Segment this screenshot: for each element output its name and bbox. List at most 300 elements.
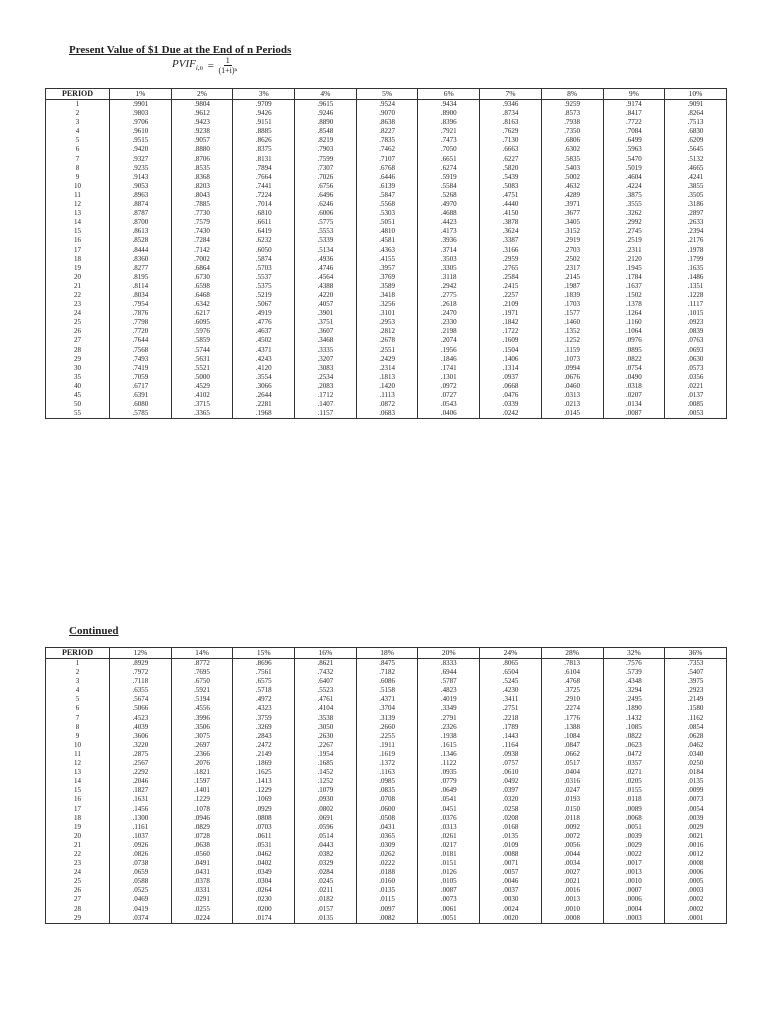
- period-cell: 22: [46, 850, 110, 859]
- pv-factor-cell: .7224: [233, 191, 295, 200]
- pv-factor-cell: .5739: [603, 668, 665, 677]
- pv-factor-cell: .1163: [356, 768, 418, 777]
- pv-factor-cell: .0029: [603, 841, 665, 850]
- pv-factor-cell: .7798: [110, 318, 172, 327]
- pv-factor-cell: .2149: [665, 695, 727, 704]
- pv-factor-cell: .0357: [603, 759, 665, 768]
- pv-factor-cell: .0946: [171, 814, 233, 823]
- pv-factor-cell: .6006: [295, 209, 357, 218]
- pv-factor-cell: .0012: [665, 850, 727, 859]
- formula-lhs: $PVIF_{i,n}$: [172, 58, 204, 73]
- pv-factor-cell: .8621: [295, 659, 357, 669]
- pv-factor-cell: .2618: [418, 300, 480, 309]
- period-cell: 23: [46, 859, 110, 868]
- pv-factor-cell: .5470: [603, 155, 665, 164]
- table-row: [46, 155, 727, 164]
- pv-factor-cell: .7513: [665, 118, 727, 127]
- pv-factor-cell: .3256: [356, 300, 418, 309]
- pv-factor-cell: .0985: [356, 777, 418, 786]
- pv-factor-cell: .8444: [110, 246, 172, 255]
- period-cell: 22: [46, 291, 110, 300]
- pv-factor-cell: .7938: [541, 118, 603, 127]
- pv-factor-cell: .9053: [110, 182, 172, 191]
- period-cell: 21: [46, 282, 110, 291]
- pv-factor-cell: .0541: [418, 795, 480, 804]
- period-cell: 9: [46, 173, 110, 182]
- pv-factor-cell: .7730: [171, 209, 233, 218]
- pv-factor-cell: .2923: [665, 686, 727, 695]
- pv-factor-cell: .0182: [295, 895, 357, 904]
- period-cell: 29: [46, 355, 110, 364]
- pv-factor-cell: .0397: [480, 786, 542, 795]
- pv-factor-cell: .0087: [418, 886, 480, 895]
- pv-factor-cell: .0514: [295, 832, 357, 841]
- pv-factor-cell: .0174: [233, 914, 295, 924]
- pv-factor-cell: .7462: [356, 145, 418, 154]
- pv-factor-cell: .0623: [603, 741, 665, 750]
- pv-factor-cell: .4751: [480, 191, 542, 200]
- pv-factor-cell: .5523: [295, 686, 357, 695]
- pv-factor-cell: .0211: [295, 886, 357, 895]
- pv-factor-cell: .1813: [356, 373, 418, 382]
- pv-factor-cell: .0002: [665, 895, 727, 904]
- pv-factor-cell: .8131: [233, 155, 295, 164]
- pv-factor-cell: .6104: [541, 668, 603, 677]
- pv-factor-cell: .8885: [233, 127, 295, 136]
- pv-factor-cell: .8638: [356, 118, 418, 127]
- pv-factor-cell: .1703: [541, 300, 603, 309]
- pv-factor-cell: .0030: [480, 895, 542, 904]
- pv-factor-cell: .8163: [480, 118, 542, 127]
- pv-factor-cell: .1637: [603, 282, 665, 291]
- pv-factor-cell: .8360: [110, 255, 172, 264]
- pv-factor-cell: .3335: [295, 346, 357, 355]
- pv-factor-cell: .0010: [603, 877, 665, 886]
- table-row: [46, 732, 727, 741]
- pv-factor-cell: .1869: [233, 759, 295, 768]
- pv-factor-cell: .0659: [110, 868, 172, 877]
- pv-factor-cell: .0200: [233, 905, 295, 914]
- pv-factor-cell: .0600: [356, 805, 418, 814]
- table-row: [46, 723, 727, 732]
- rate-header: 1%: [110, 89, 172, 100]
- pv-factor-cell: .2470: [418, 309, 480, 318]
- pv-factor-cell: .1784: [603, 273, 665, 282]
- pv-factor-cell: .7059: [110, 373, 172, 382]
- pv-factor-cell: .4155: [356, 255, 418, 264]
- pv-factor-cell: .9612: [171, 109, 233, 118]
- pv-factor-cell: .0207: [603, 391, 665, 400]
- pv-factor-cell: .7722: [603, 118, 665, 127]
- pv-factor-cell: .6864: [171, 264, 233, 273]
- pv-factor-cell: .4102: [171, 391, 233, 400]
- pv-factor-cell: .0105: [418, 877, 480, 886]
- period-cell: 18: [46, 814, 110, 823]
- pv-factor-cell: .3387: [480, 236, 542, 245]
- rate-header: 6%: [418, 89, 480, 100]
- table-row: [46, 100, 727, 110]
- pv-factor-cell: .3624: [480, 227, 542, 236]
- pv-factor-cell: .0016: [541, 886, 603, 895]
- table-row: [46, 805, 727, 814]
- pv-factor-cell: .0738: [110, 859, 172, 868]
- pv-factor-cell: .1079: [295, 786, 357, 795]
- pv-factor-cell: .3996: [171, 714, 233, 723]
- pv-factor-cell: .8880: [171, 145, 233, 154]
- pv-factor-cell: .0443: [295, 841, 357, 850]
- pv-factor-cell: .2765: [480, 264, 542, 273]
- pv-factor-cell: .1502: [603, 291, 665, 300]
- pv-factor-cell: .1413: [233, 777, 295, 786]
- pv-factor-cell: .9259: [541, 100, 603, 110]
- pv-factor-cell: .1388: [541, 723, 603, 732]
- pv-factor-cell: .0329: [295, 859, 357, 868]
- pv-factor-cell: .3050: [295, 723, 357, 732]
- pv-factor-cell: .2660: [356, 723, 418, 732]
- pv-factor-cell: .2145: [541, 273, 603, 282]
- pv-factor-cell: .1314: [480, 364, 542, 373]
- pv-factor-cell: .2109: [480, 300, 542, 309]
- pv-factor-cell: .1685: [295, 759, 357, 768]
- pv-factor-cell: .3677: [541, 209, 603, 218]
- pv-factor-cell: .8227: [356, 127, 418, 136]
- pv-factor-cell: .2697: [171, 741, 233, 750]
- pv-factor-cell: .1264: [603, 309, 665, 318]
- pv-factor-cell: .5051: [356, 218, 418, 227]
- pv-factor-cell: .7664: [233, 173, 295, 182]
- period-cell: 13: [46, 768, 110, 777]
- pv-factor-cell: .0926: [110, 841, 172, 850]
- pv-factor-cell: .5718: [233, 686, 295, 695]
- pv-factor-cell: .7599: [295, 155, 357, 164]
- pv-factor-cell: .4776: [233, 318, 295, 327]
- pv-factor-cell: .4761: [295, 695, 357, 704]
- pv-factor-cell: .2843: [233, 732, 295, 741]
- pv-factor-cell: .2567: [110, 759, 172, 768]
- period-cell: 8: [46, 164, 110, 173]
- table-row: [46, 209, 727, 218]
- pv-factor-cell: .0054: [665, 805, 727, 814]
- table-row: [46, 668, 727, 677]
- header-row: [46, 648, 727, 659]
- period-cell: 1: [46, 659, 110, 669]
- period-cell: 29: [46, 914, 110, 924]
- pv-factor-cell: .2959: [480, 255, 542, 264]
- pv-factor-cell: .0013: [603, 868, 665, 877]
- pv-factor-cell: .5775: [295, 218, 357, 227]
- pv-factor-cell: .7084: [603, 127, 665, 136]
- pv-factor-cell: .0596: [295, 823, 357, 832]
- pv-factor-cell: .3118: [418, 273, 480, 282]
- pv-factor-cell: .1432: [603, 714, 665, 723]
- pv-factor-cell: .0313: [541, 391, 603, 400]
- table-row: [46, 227, 727, 236]
- pv-factor-cell: .6717: [110, 382, 172, 391]
- table-row: [46, 677, 727, 686]
- pv-factor-cell: .6355: [110, 686, 172, 695]
- pv-factor-cell: .5521: [171, 364, 233, 373]
- period-cell: 18: [46, 255, 110, 264]
- table-row: [46, 877, 727, 886]
- pv-factor-cell: .4529: [171, 382, 233, 391]
- period-cell: 27: [46, 895, 110, 904]
- pv-factor-cell: .0020: [480, 914, 542, 924]
- pv-factor-cell: .6830: [665, 127, 727, 136]
- pv-factor-cell: .8475: [356, 659, 418, 669]
- pv-factor-cell: .6611: [233, 218, 295, 227]
- pv-factor-cell: .0051: [418, 914, 480, 924]
- pv-factor-cell: .3083: [295, 364, 357, 373]
- pv-factor-cell: .5703: [233, 264, 295, 273]
- pv-factor-cell: .0007: [603, 886, 665, 895]
- pv-factor-cell: .0068: [603, 814, 665, 823]
- period-cell: 20: [46, 273, 110, 282]
- period-cell: 45: [46, 391, 110, 400]
- pv-factor-cell: .7130: [480, 136, 542, 145]
- pv-factor-cell: .3589: [356, 282, 418, 291]
- pv-factor-cell: .6139: [356, 182, 418, 191]
- table-row: [46, 409, 727, 419]
- pv-factor-cell: .9346: [480, 100, 542, 110]
- pv-factor-cell: .5553: [295, 227, 357, 236]
- table-row: [46, 714, 727, 723]
- pv-factor-cell: .2745: [603, 227, 665, 236]
- rate-header: 20%: [418, 648, 480, 659]
- pv-factor-cell: .3714: [418, 246, 480, 255]
- pv-factor-cell: .0560: [171, 850, 233, 859]
- period-cell: 6: [46, 145, 110, 154]
- pv-factor-cell: .5785: [110, 409, 172, 419]
- pv-factor-cell: .0929: [233, 805, 295, 814]
- table-row: [46, 191, 727, 200]
- pv-factor-cell: .0406: [418, 409, 480, 419]
- pvif-formula: [172, 56, 237, 75]
- pv-factor-cell: .4665: [665, 164, 727, 173]
- pv-factor-cell: .0193: [541, 795, 603, 804]
- table-row: [46, 750, 727, 759]
- table-row: [46, 905, 727, 914]
- pv-factor-cell: .0027: [541, 868, 603, 877]
- pv-factor-cell: .4241: [665, 173, 727, 182]
- pv-factor-cell: .5132: [665, 155, 727, 164]
- pv-factor-cell: .1161: [110, 823, 172, 832]
- pv-factor-cell: .4363: [356, 246, 418, 255]
- pv-factor-cell: .4564: [295, 273, 357, 282]
- pv-factor-cell: .5963: [603, 145, 665, 154]
- pv-factor-cell: .0728: [171, 832, 233, 841]
- pv-factor-cell: .0135: [480, 832, 542, 841]
- pv-factor-cell: .5568: [356, 200, 418, 209]
- pv-factor-cell: .0005: [665, 877, 727, 886]
- pv-factor-cell: .8219: [295, 136, 357, 145]
- pv-factor-cell: .0284: [295, 868, 357, 877]
- period-cell: 10: [46, 182, 110, 191]
- table-row: [46, 318, 727, 327]
- table-row: [46, 823, 727, 832]
- pv-factor-cell: .4120: [233, 364, 295, 373]
- pv-factor-cell: .5976: [171, 327, 233, 336]
- pv-factor-cell: .0006: [603, 895, 665, 904]
- pv-factor-cell: .0056: [541, 841, 603, 850]
- pv-factor-cell: .6496: [295, 191, 357, 200]
- pv-factor-cell: .2633: [665, 218, 727, 227]
- pv-factor-cell: .5645: [665, 145, 727, 154]
- pv-factor-cell: .1842: [480, 318, 542, 327]
- pv-factor-cell: .0976: [603, 336, 665, 345]
- period-cell: 19: [46, 823, 110, 832]
- period-cell: 5: [46, 695, 110, 704]
- pv-factor-cell: .1456: [110, 805, 172, 814]
- pv-factor-cell: .2176: [665, 236, 727, 245]
- pv-factor-cell: .0261: [418, 832, 480, 841]
- header-row: [46, 89, 727, 100]
- period-cell: 11: [46, 191, 110, 200]
- pv-factor-cell: .3468: [295, 336, 357, 345]
- pv-factor-cell: .6810: [233, 209, 295, 218]
- pv-factor-cell: .1229: [171, 795, 233, 804]
- table-row: [46, 850, 727, 859]
- table-row: [46, 814, 727, 823]
- period-cell: 17: [46, 805, 110, 814]
- pv-factor-cell: .0046: [480, 877, 542, 886]
- pv-factor-cell: .0051: [603, 823, 665, 832]
- pv-factor-cell: .3207: [295, 355, 357, 364]
- pv-factor-cell: .6232: [233, 236, 295, 245]
- pv-factor-cell: .9615: [295, 100, 357, 110]
- pv-factor-cell: .9327: [110, 155, 172, 164]
- pv-factor-cell: .5000: [171, 373, 233, 382]
- rate-header: 24%: [480, 648, 542, 659]
- pv-factor-cell: .0703: [233, 823, 295, 832]
- pv-factor-cell: .8043: [171, 191, 233, 200]
- table-row: [46, 686, 727, 695]
- pv-factor-cell: .0118: [603, 795, 665, 804]
- table-row: [46, 768, 727, 777]
- pv-factor-cell: .5874: [233, 255, 295, 264]
- table-row: [46, 346, 727, 355]
- pv-factor-cell: .0072: [541, 832, 603, 841]
- pv-factor-cell: .6756: [295, 182, 357, 191]
- pv-factor-cell: .8696: [233, 659, 295, 669]
- pv-factor-cell: .2083: [295, 382, 357, 391]
- pv-factor-cell: .1846: [418, 355, 480, 364]
- formula-denominator: (1+i)ⁿ: [218, 66, 238, 75]
- period-cell: 4: [46, 686, 110, 695]
- pv-factor-cell: .0727: [418, 391, 480, 400]
- pv-factor-cell: .2415: [480, 282, 542, 291]
- pv-factor-cell: .6246: [295, 200, 357, 209]
- pv-factor-cell: .0188: [356, 868, 418, 877]
- pv-factor-cell: .7644: [110, 336, 172, 345]
- table-row: [46, 236, 727, 245]
- pv-factor-cell: .8203: [171, 182, 233, 191]
- period-cell: 13: [46, 209, 110, 218]
- pv-factor-cell: .0630: [665, 355, 727, 364]
- pv-factor-cell: .5631: [171, 355, 233, 364]
- pv-factor-cell: .0002: [665, 905, 727, 914]
- pv-factor-cell: .0088: [480, 850, 542, 859]
- pv-factor-cell: .3555: [603, 200, 665, 209]
- pv-factor-cell: .0462: [233, 850, 295, 859]
- rate-header: 14%: [171, 648, 233, 659]
- pv-factor-cell: .0222: [356, 859, 418, 868]
- pv-factor-cell: .0118: [541, 814, 603, 823]
- pv-factor-cell: .1486: [665, 273, 727, 282]
- pv-factor-cell: .0972: [418, 382, 480, 391]
- pv-factor-cell: .0339: [480, 400, 542, 409]
- period-cell: 40: [46, 382, 110, 391]
- pv-factor-cell: .4039: [110, 723, 172, 732]
- pv-factor-cell: .8548: [295, 127, 357, 136]
- pv-factor-cell: .7972: [110, 668, 172, 677]
- pv-factor-cell: .1776: [541, 714, 603, 723]
- pv-factor-cell: .3269: [233, 723, 295, 732]
- pv-factor-cell: .0320: [480, 795, 542, 804]
- pv-factor-cell: .3704: [356, 704, 418, 713]
- pv-factor-cell: .3075: [171, 732, 233, 741]
- pv-factor-cell: .1452: [295, 768, 357, 777]
- period-cell: 14: [46, 218, 110, 227]
- table-row: [46, 336, 727, 345]
- formula-numerator: 1: [225, 56, 230, 65]
- pv-factor-cell: .0638: [171, 841, 233, 850]
- period-header: PERIOD: [46, 89, 110, 100]
- pv-factor-cell: .1625: [233, 768, 295, 777]
- pv-factor-cell: .3365: [171, 409, 233, 419]
- pv-factor-cell: .4150: [480, 209, 542, 218]
- table-row: [46, 759, 727, 768]
- pv-factor-cell: .0472: [603, 750, 665, 759]
- pv-factor-cell: .0994: [541, 364, 603, 373]
- pv-factor-cell: .7885: [171, 200, 233, 209]
- pv-factor-cell: .5083: [480, 182, 542, 191]
- pv-factor-cell: .3411: [480, 695, 542, 704]
- pv-factor-cell: .1229: [233, 786, 295, 795]
- table-row: [46, 182, 727, 191]
- pv-factor-cell: .1938: [418, 732, 480, 741]
- pv-factor-cell: .0135: [356, 886, 418, 895]
- pv-factor-cell: .5002: [541, 173, 603, 182]
- page-title: Present Value of $1 Due at the End of n Periods: [69, 44, 292, 56]
- pv-factor-cell: .1252: [541, 336, 603, 345]
- pv-factor-cell: .1085: [603, 723, 665, 732]
- pv-factor-cell: .8114: [110, 282, 172, 291]
- period-cell: 1: [46, 100, 110, 110]
- pv-factor-cell: .3186: [665, 200, 727, 209]
- pv-factor-cell: .7118: [110, 677, 172, 686]
- pv-factor-cell: .3936: [418, 236, 480, 245]
- pv-factor-cell: .9804: [171, 100, 233, 110]
- pv-factor-cell: .1460: [541, 318, 603, 327]
- pv-factor-cell: .2519: [603, 236, 665, 245]
- table-row: [46, 832, 727, 841]
- pv-factor-cell: .3901: [295, 309, 357, 318]
- pv-factor-cell: .6468: [171, 291, 233, 300]
- period-cell: 27: [46, 336, 110, 345]
- pv-factor-cell: .5268: [418, 191, 480, 200]
- pv-factor-cell: .0763: [665, 336, 727, 345]
- pv-factor-cell: .3607: [295, 327, 357, 336]
- table-row: [46, 777, 727, 786]
- pv-factor-cell: .4057: [295, 300, 357, 309]
- formula-equals: =: [207, 59, 215, 72]
- pv-factor-cell: .6407: [295, 677, 357, 686]
- pv-factor-cell: .0029: [665, 823, 727, 832]
- pv-factor-cell: .1827: [110, 786, 172, 795]
- pv-factor-cell: .0022: [603, 850, 665, 859]
- pv-factor-cell: .0835: [356, 786, 418, 795]
- pv-factor-cell: .5584: [418, 182, 480, 191]
